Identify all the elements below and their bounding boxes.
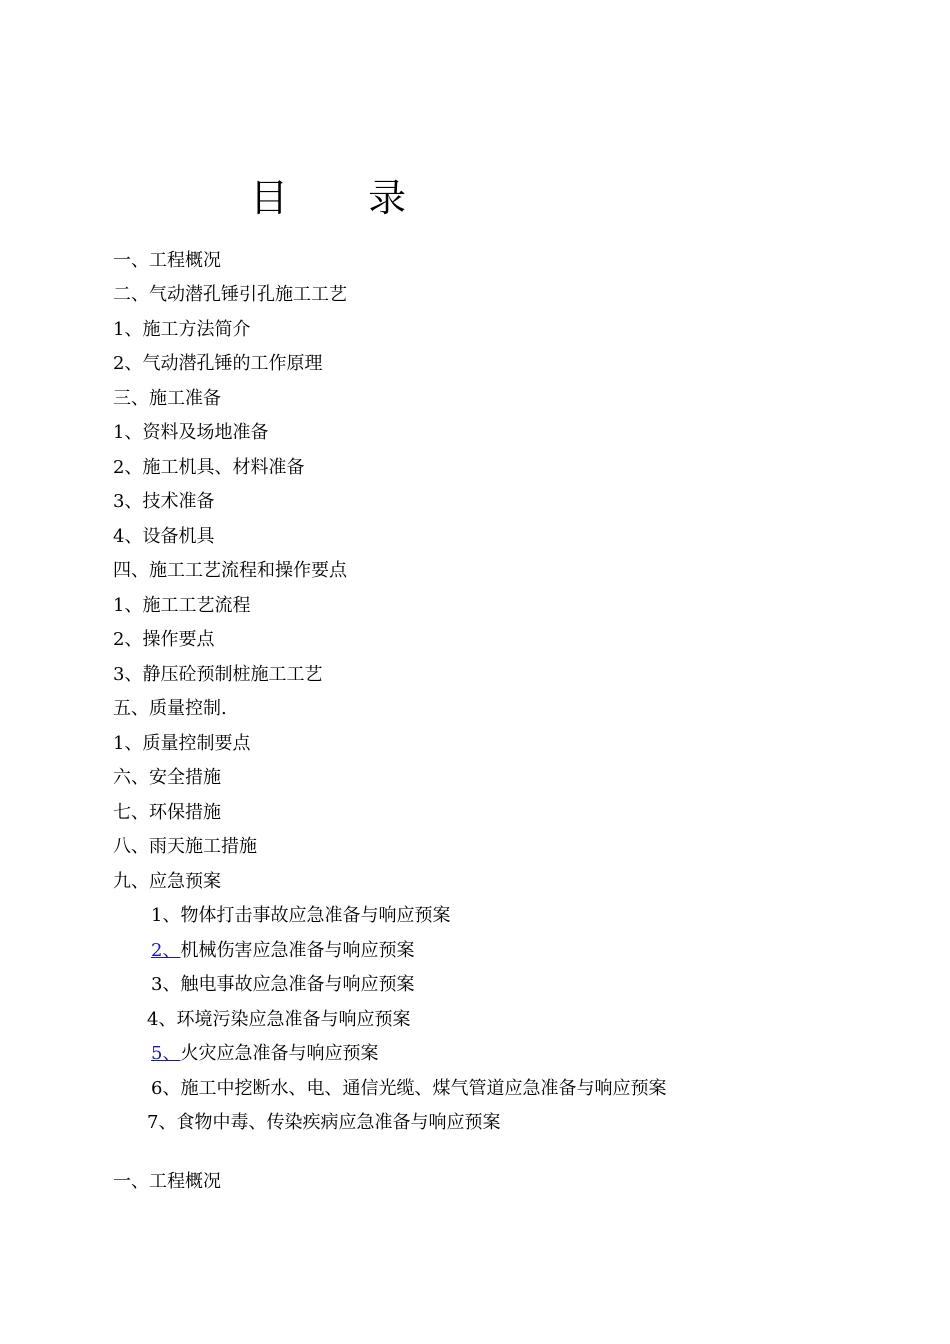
toc-item: 3、技术准备 xyxy=(113,491,215,512)
toc-item: 1、物体打击事故应急准备与响应预案 xyxy=(151,905,451,926)
toc-item: 六、安全措施 xyxy=(113,767,221,788)
toc-item: 九、应急预案 xyxy=(113,871,221,892)
toc-item: 1、质量控制要点 xyxy=(113,733,251,754)
toc-item: 6、施工中挖断水、电、通信光缆、煤气管道应急准备与响应预案 xyxy=(151,1078,667,1099)
toc-item: 2、操作要点 xyxy=(113,629,215,650)
toc-item: 一、工程概况 xyxy=(113,250,221,271)
toc-link[interactable]: 2、 xyxy=(151,940,181,961)
toc-item: 二、气动潜孔锤引孔施工工艺 xyxy=(113,284,347,305)
toc-item: 四、施工工艺流程和操作要点 xyxy=(113,560,347,581)
toc-item-label: 机械伤害应急准备与响应预案 xyxy=(180,940,415,961)
toc-item: 7、食物中毒、传染疾病应急准备与响应预案 xyxy=(147,1112,501,1133)
toc-item xyxy=(151,1041,378,1067)
toc-item: 3、静压砼预制桩施工工艺 xyxy=(113,664,323,685)
toc-item-label: 火灾应急准备与响应预案 xyxy=(180,1043,379,1064)
toc-item: 1、资料及场地准备 xyxy=(113,422,269,443)
toc-item xyxy=(151,938,414,964)
toc-item: 4、设备机具 xyxy=(113,526,215,547)
toc-link[interactable]: 5、 xyxy=(151,1043,181,1064)
toc-item: 1、施工工艺流程 xyxy=(113,595,251,616)
toc-item: 八、雨天施工措施 xyxy=(113,836,257,857)
toc-item: 2、施工机具、材料准备 xyxy=(113,457,305,478)
page-title: 目 录 xyxy=(250,176,441,220)
toc-item: 2、气动潜孔锤的工作原理 xyxy=(113,353,323,374)
section-heading: 一、工程概况 xyxy=(113,1171,221,1192)
toc-item: 三、施工准备 xyxy=(113,388,221,409)
toc-item: 五、质量控制. xyxy=(113,698,227,719)
toc-item: 3、触电事故应急准备与响应预案 xyxy=(151,974,415,995)
toc-item: 1、施工方法简介 xyxy=(113,319,251,340)
toc-item: 七、环保措施 xyxy=(113,802,221,823)
toc-item: 4、环境污染应急准备与响应预案 xyxy=(147,1009,411,1030)
